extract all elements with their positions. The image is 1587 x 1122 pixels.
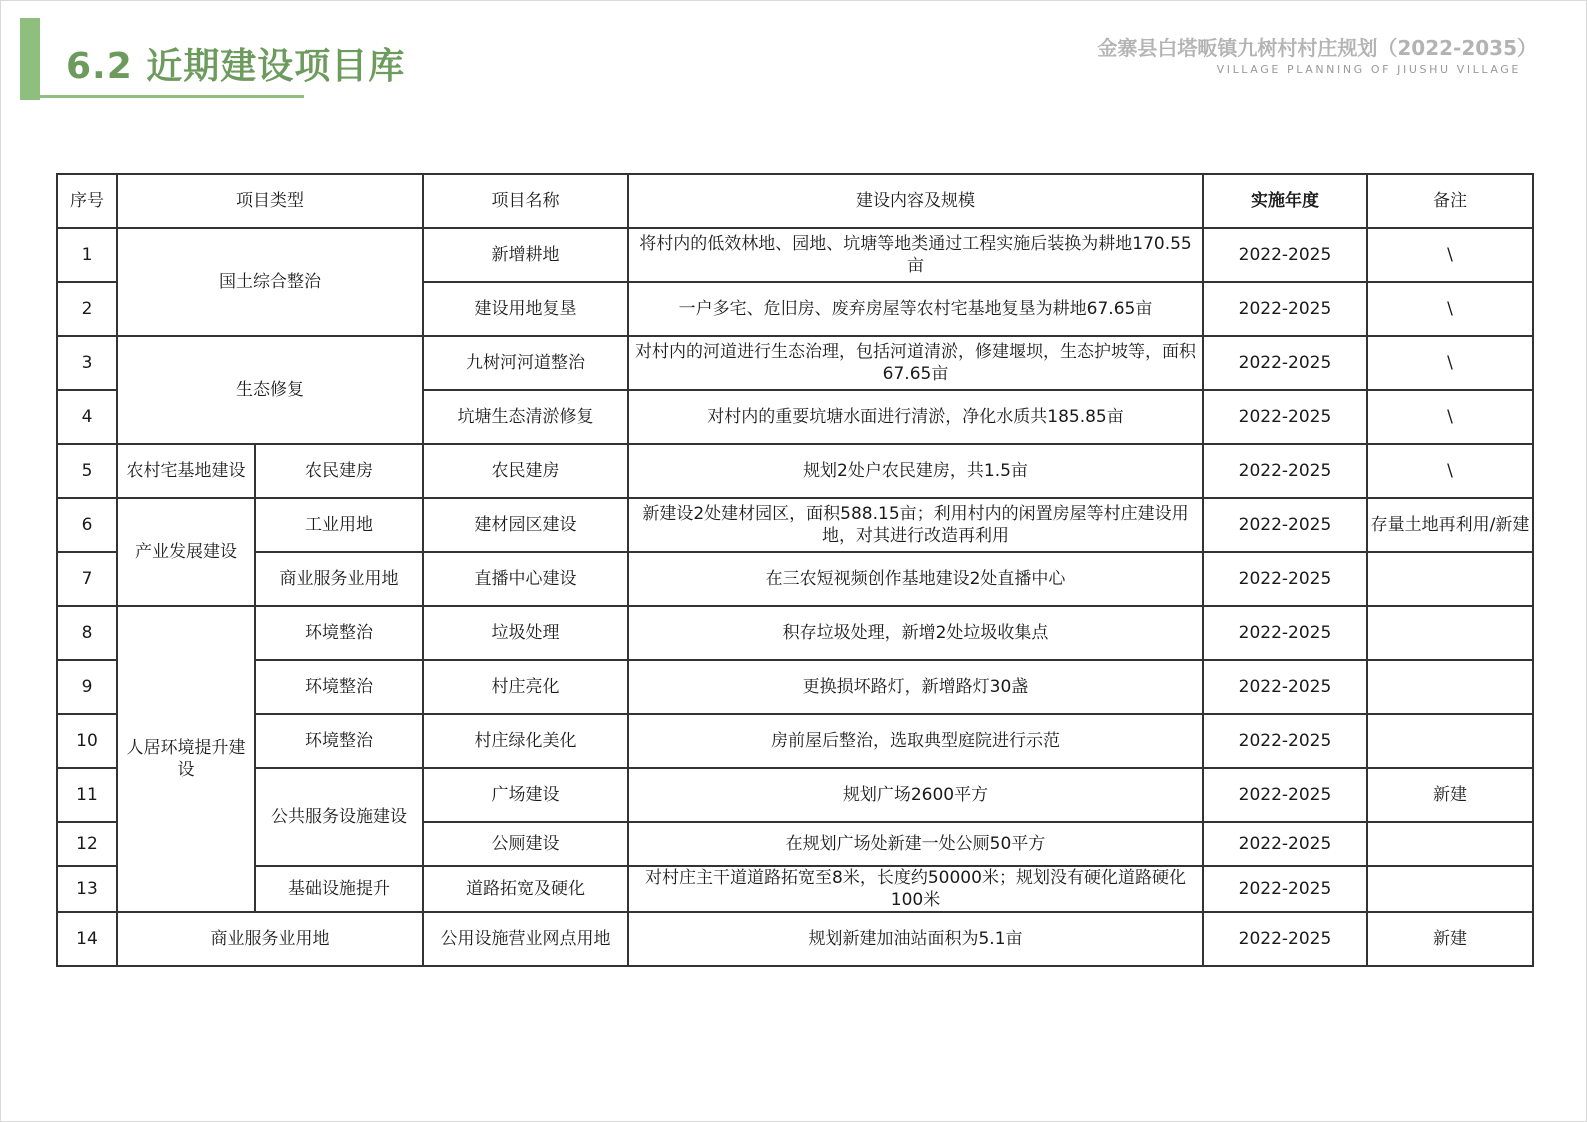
row-no: 13 bbox=[57, 866, 117, 912]
project-content: 规划广场2600平方 bbox=[628, 768, 1203, 822]
table-row bbox=[57, 606, 1533, 660]
project-subtype: 基础设施提升 bbox=[255, 866, 423, 912]
project-subtype: 环境整治 bbox=[255, 714, 423, 768]
project-year: 2022-2025 bbox=[1203, 498, 1367, 552]
project-remark: \ bbox=[1367, 390, 1533, 444]
project-remark bbox=[1367, 714, 1533, 768]
project-year: 2022-2025 bbox=[1203, 282, 1367, 336]
project-subtype: 环境整治 bbox=[255, 606, 423, 660]
project-remark bbox=[1367, 822, 1533, 866]
project-type-group: 生态修复 bbox=[117, 336, 423, 444]
project-name: 道路拓宽及硬化 bbox=[423, 866, 628, 912]
project-remark bbox=[1367, 866, 1533, 912]
project-name: 垃圾处理 bbox=[423, 606, 628, 660]
project-name: 新增耕地 bbox=[423, 228, 628, 282]
row-no: 8 bbox=[57, 606, 117, 660]
project-remark: 存量土地再利用/新建 bbox=[1367, 498, 1533, 552]
project-content: 房前屋后整治，选取典型庭院进行示范 bbox=[628, 714, 1203, 768]
table-row bbox=[57, 660, 1533, 714]
project-content: 将村内的低效林地、园地、坑塘等地类通过工程实施后装换为耕地170.55亩 bbox=[628, 228, 1203, 282]
project-remark: 新建 bbox=[1367, 912, 1533, 966]
project-subtype: 商业服务业用地 bbox=[255, 552, 423, 606]
project-remark bbox=[1367, 552, 1533, 606]
row-no: 7 bbox=[57, 552, 117, 606]
header-content: 建设内容及规模 bbox=[628, 174, 1203, 228]
project-year: 2022-2025 bbox=[1203, 390, 1367, 444]
project-name: 农民建房 bbox=[423, 444, 628, 498]
row-no: 4 bbox=[57, 390, 117, 444]
header-remark: 备注 bbox=[1367, 174, 1533, 228]
document-subtitle: VILLAGE PLANNING OF JIUSHU VILLAGE bbox=[1216, 63, 1521, 76]
table-header-row bbox=[57, 174, 1533, 228]
row-no: 1 bbox=[57, 228, 117, 282]
table-row bbox=[57, 552, 1533, 606]
project-subtype: 环境整治 bbox=[255, 660, 423, 714]
project-content: 对村内的重要坑塘水面进行清淤，净化水质共185.85亩 bbox=[628, 390, 1203, 444]
project-content: 一户多宅、危旧房、废弃房屋等农村宅基地复垦为耕地67.65亩 bbox=[628, 282, 1203, 336]
project-content: 规划2处户农民建房，共1.5亩 bbox=[628, 444, 1203, 498]
project-remark: \ bbox=[1367, 336, 1533, 390]
project-type-group: 农村宅基地建设 bbox=[117, 444, 255, 498]
row-no: 5 bbox=[57, 444, 117, 498]
project-year: 2022-2025 bbox=[1203, 912, 1367, 966]
project-year: 2022-2025 bbox=[1203, 822, 1367, 866]
project-name: 九树河河道整治 bbox=[423, 336, 628, 390]
row-no: 11 bbox=[57, 768, 117, 822]
project-name: 公用设施营业网点用地 bbox=[423, 912, 628, 966]
project-type-group: 产业发展建设 bbox=[117, 498, 255, 606]
row-no: 10 bbox=[57, 714, 117, 768]
project-year: 2022-2025 bbox=[1203, 866, 1367, 912]
project-remark bbox=[1367, 660, 1533, 714]
project-year: 2022-2025 bbox=[1203, 660, 1367, 714]
project-year: 2022-2025 bbox=[1203, 228, 1367, 282]
table-row bbox=[57, 714, 1533, 768]
project-remark: \ bbox=[1367, 228, 1533, 282]
project-name: 村庄亮化 bbox=[423, 660, 628, 714]
project-name: 广场建设 bbox=[423, 768, 628, 822]
title-accent-bar bbox=[20, 18, 40, 100]
project-subtype: 工业用地 bbox=[255, 498, 423, 552]
project-subtype: 公共服务设施建设 bbox=[255, 768, 423, 866]
project-subtype: 农民建房 bbox=[255, 444, 423, 498]
project-remark: \ bbox=[1367, 444, 1533, 498]
row-no: 6 bbox=[57, 498, 117, 552]
table-row bbox=[57, 228, 1533, 282]
project-content: 更换损坏路灯，新增路灯30盏 bbox=[628, 660, 1203, 714]
header-year: 实施年度 bbox=[1203, 174, 1367, 228]
project-content: 对村内的河道进行生态治理，包括河道清淤，修建堰坝，生态护坡等，面积67.65亩 bbox=[628, 336, 1203, 390]
page-title: 6.2 近期建设项目库 bbox=[66, 46, 406, 87]
project-name: 直播中心建设 bbox=[423, 552, 628, 606]
project-year: 2022-2025 bbox=[1203, 336, 1367, 390]
project-remark: \ bbox=[1367, 282, 1533, 336]
project-name: 建设用地复垦 bbox=[423, 282, 628, 336]
project-remark bbox=[1367, 606, 1533, 660]
project-year: 2022-2025 bbox=[1203, 606, 1367, 660]
table-row bbox=[57, 912, 1533, 966]
row-no: 9 bbox=[57, 660, 117, 714]
row-no: 3 bbox=[57, 336, 117, 390]
project-content: 新建设2处建材园区，面积588.15亩；利用村内的闲置房屋等村庄建设用地，对其进行改造再利用 bbox=[628, 498, 1203, 552]
project-table bbox=[56, 173, 1534, 967]
table-row bbox=[57, 866, 1533, 912]
project-content: 在规划广场处新建一处公厕50平方 bbox=[628, 822, 1203, 866]
project-type-group: 商业服务业用地 bbox=[117, 912, 423, 966]
document-title: 金寨县白塔畈镇九树村村庄规划（2022-2035） bbox=[1097, 36, 1537, 60]
row-no: 14 bbox=[57, 912, 117, 966]
project-year: 2022-2025 bbox=[1203, 552, 1367, 606]
header-no: 序号 bbox=[57, 174, 117, 228]
project-year: 2022-2025 bbox=[1203, 714, 1367, 768]
project-content: 积存垃圾处理，新增2处垃圾收集点 bbox=[628, 606, 1203, 660]
project-content: 在三农短视频创作基地建设2处直播中心 bbox=[628, 552, 1203, 606]
project-name: 村庄绿化美化 bbox=[423, 714, 628, 768]
project-remark: 新建 bbox=[1367, 768, 1533, 822]
table-row bbox=[57, 336, 1533, 390]
table-row bbox=[57, 768, 1533, 822]
header-type: 项目类型 bbox=[117, 174, 423, 228]
row-no: 2 bbox=[57, 282, 117, 336]
project-year: 2022-2025 bbox=[1203, 444, 1367, 498]
project-name: 公厕建设 bbox=[423, 822, 628, 866]
project-content: 对村庄主干道道路拓宽至8米，长度约50000米；规划没有硬化道路硬化100米 bbox=[628, 866, 1203, 912]
project-year: 2022-2025 bbox=[1203, 768, 1367, 822]
header-name: 项目名称 bbox=[423, 174, 628, 228]
project-type-group: 人居环境提升建设 bbox=[117, 606, 255, 912]
title-underline bbox=[40, 95, 304, 98]
project-content: 规划新建加油站面积为5.1亩 bbox=[628, 912, 1203, 966]
table-row bbox=[57, 498, 1533, 552]
table-row bbox=[57, 444, 1533, 498]
project-type-group: 国土综合整治 bbox=[117, 228, 423, 336]
project-name: 坑塘生态清淤修复 bbox=[423, 390, 628, 444]
project-name: 建材园区建设 bbox=[423, 498, 628, 552]
row-no: 12 bbox=[57, 822, 117, 866]
